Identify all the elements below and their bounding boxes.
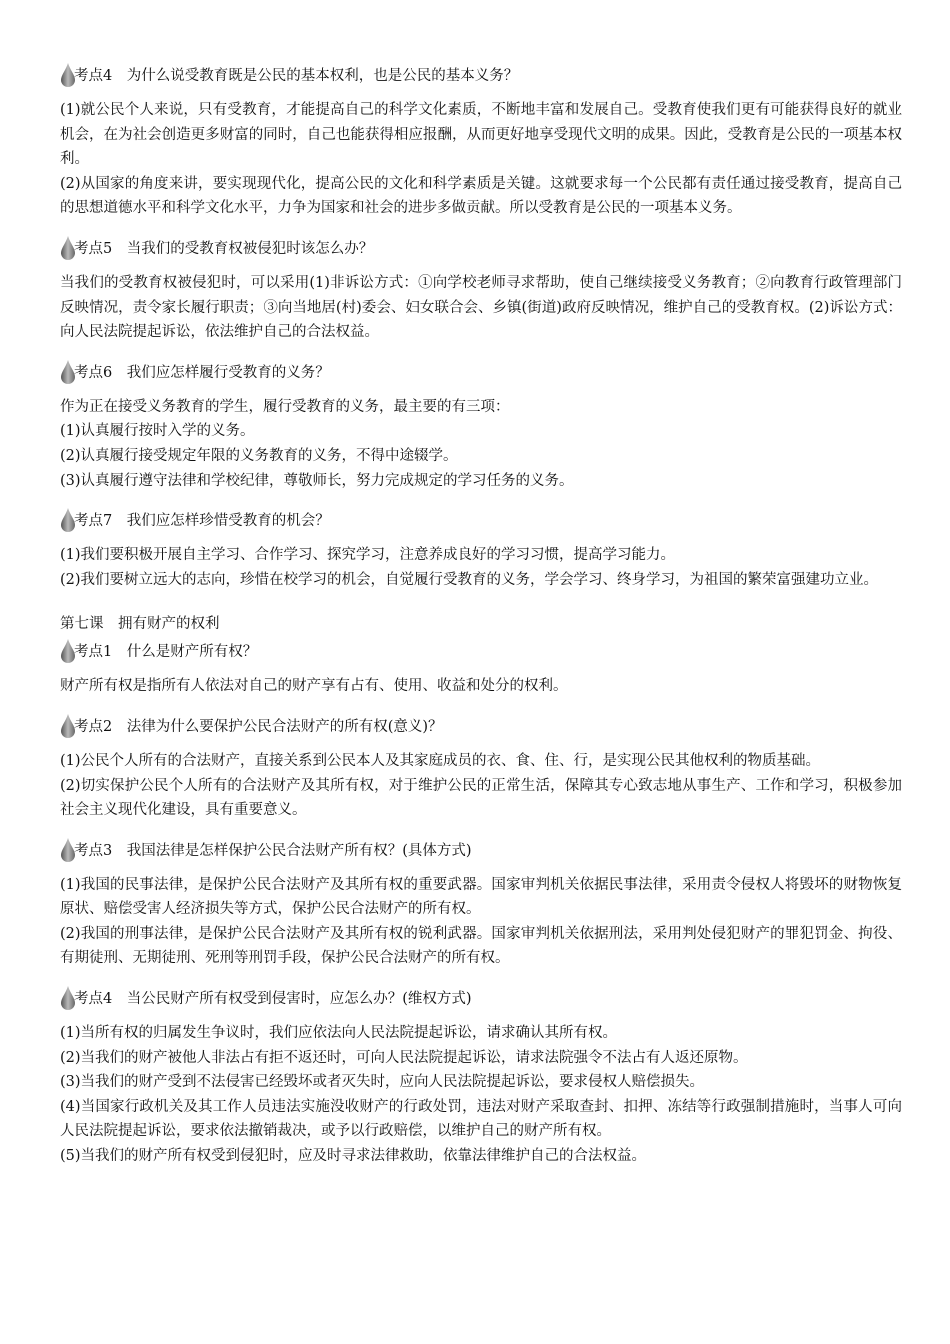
kaodian-heading <box>60 62 902 90</box>
kaodian-heading-text: 考点1 什么是财产所有权？ <box>74 644 258 661</box>
kaodian-heading <box>60 985 902 1013</box>
body-paragraph: (2)我们要树立远大的志向，珍惜在校学习的机会，自觉履行受教育的义务，学会学习、终身学习，为祖国的繁荣富强建功立业。 <box>60 571 879 588</box>
kaodian-item <box>60 359 902 493</box>
kaodian-item <box>60 507 902 592</box>
kaodian-body <box>60 271 902 345</box>
kaodian-heading-text: 考点6 我们应怎样履行受教育的义务？ <box>74 364 330 381</box>
body-paragraph: (1)当所有权的归属发生争议时，我们应依法向人民法院提起诉讼，请求确认其所有权。 <box>60 1025 618 1042</box>
body-paragraph: (1)我国的民事法律，是保护公民合法财产及其所有权的重要武器。国家审判机关依据民事法律，采用责令侵权人将毁坏的财物恢复原状、赔偿受害人经济损失等方式，保护公民合法财产的所有权。 <box>60 876 902 918</box>
kaodian-heading <box>60 713 902 741</box>
body-paragraph: (5)当我们的财产所有权受到侵犯时，应及时寻求法律救助，依靠法律维护自己的合法权益。 <box>60 1148 647 1165</box>
kaodian-heading <box>60 235 902 263</box>
kaodian-heading <box>60 837 902 865</box>
kaodian-item <box>60 62 902 221</box>
body-paragraph: (1)公民个人所有的合法财产，直接关系到公民本人及其家庭成员的衣、食、住、行，是实现公民其他权利的物质基础。 <box>60 752 821 769</box>
body-paragraph: (4)当国家行政机关及其工作人员违法实施没收财产的行政处罚，违法对财产采取查封、扣押、冻结等行政强制措施时，当事人可向人民法院提起诉讼，要求依法撤销裁决，或予以行政赔偿，以维护自己的财产所有权。 <box>60 1098 902 1140</box>
body-paragraph: (2)从国家的角度来讲，要实现现代化，提高公民的文化和科学素质是关键。这就要求每一个公民都有责任通过接受教育，提高自己的思想道德水平和科学文化水平，力争为国家和社会的进步多做贡献。所以受教育是公民的一项基本义务。 <box>60 175 902 217</box>
kaodian-item <box>60 713 902 823</box>
body-paragraph: 财产所有权是指所有人依法对自己的财产享有占有、使用、收益和处分的权利。 <box>60 678 568 695</box>
water-drop-icon <box>60 837 76 863</box>
kaodian-heading <box>60 638 902 666</box>
kaodian-heading-text: 考点2 法律为什么要保护公民合法财产的所有权(意义)？ <box>74 718 443 735</box>
body-paragraph: (2)认真履行接受规定年限的义务教育的义务，不得中途辍学。 <box>60 447 458 464</box>
water-drop-icon <box>60 713 76 739</box>
kaodian-item <box>60 837 902 971</box>
kaodian-item <box>60 638 902 699</box>
body-paragraph: (1)我们要积极开展自主学习、合作学习、探究学习，注意养成良好的学习习惯，提高学习能力。 <box>60 547 676 564</box>
lesson-section-list <box>60 638 902 1168</box>
section-list <box>60 62 902 592</box>
kaodian-body <box>60 873 902 971</box>
body-paragraph: (1)认真履行按时入学的义务。 <box>60 423 255 440</box>
kaodian-heading-text: 考点3 我国法律是怎样保护公民合法财产所有权？(具体方式) <box>74 842 472 859</box>
body-paragraph: (1)就公民个人来说，只有受教育，才能提高自己的科学文化素质，不断地丰富和发展自己。受教育使我们更有可能获得良好的就业机会，在为社会创造更多财富的同时，自己也能获得相应报酬，从而更好地享受现代文明的成果。因此，受教育是公民的一项基本权利。 <box>60 102 902 168</box>
water-drop-icon <box>60 985 76 1011</box>
kaodian-body <box>60 1021 902 1169</box>
kaodian-heading <box>60 507 902 535</box>
kaodian-item <box>60 985 902 1169</box>
water-drop-icon <box>60 62 76 88</box>
document-page <box>60 62 902 1183</box>
water-drop-icon <box>60 507 76 533</box>
lesson-title: 第七课 拥有财产的权利 <box>60 616 220 633</box>
kaodian-heading-text: 考点5 当我们的受教育权被侵犯时该怎么办？ <box>74 240 374 257</box>
water-drop-icon <box>60 235 76 261</box>
kaodian-item <box>60 235 902 345</box>
kaodian-heading-text: 考点4 当公民财产所有权受到侵害时，应怎么办？(维权方式) <box>74 991 472 1008</box>
body-paragraph: (2)我国的刑事法律，是保护公民合法财产及其所有权的锐利武器。国家审判机关依据刑法，采用判处侵犯财产的罪犯罚金、拘役、有期徒刑、无期徒刑、死刑等刑罚手段，保护公民合法财产的所有权。 <box>60 925 902 967</box>
body-paragraph: 作为正在接受义务教育的学生，履行受教育的义务，最主要的有三项： <box>60 398 510 415</box>
kaodian-heading-text: 考点4 为什么说受教育既是公民的基本权利，也是公民的基本义务？ <box>74 68 519 84</box>
body-paragraph: (2)切实保护公民个人所有的合法财产及其所有权，对于维护公民的正常生活，保障其专心致志地从事生产、工作和学习，积极参加社会主义现代化建设，具有重要意义。 <box>60 777 902 819</box>
body-paragraph: (3)认真履行遵守法律和学校纪律，尊敬师长，努力完成规定的学习任务的义务。 <box>60 472 574 489</box>
kaodian-heading <box>60 359 902 387</box>
kaodian-body <box>60 98 902 221</box>
kaodian-body <box>60 749 902 823</box>
body-paragraph: (3)当我们的财产受到不法侵害已经毁坏或者灭失时，应向人民法院提起诉讼，要求侵权人赔偿损失。 <box>60 1074 705 1091</box>
water-drop-icon <box>60 638 76 664</box>
water-drop-icon <box>60 359 76 385</box>
kaodian-body <box>60 395 902 493</box>
kaodian-heading-text: 考点7 我们应怎样珍惜受教育的机会？ <box>74 513 330 530</box>
kaodian-body <box>60 674 902 699</box>
kaodian-body <box>60 543 902 592</box>
body-paragraph: 当我们的受教育权被侵犯时，可以采用(1)非诉讼方式：①向学校老师寻求帮助，使自己继续接受义务教育；②向教育行政管理部门反映情况，责令家长履行职责；③向当地居(村)委会、妇女联合会、乡镇(街道)政府反映情况，维护自己的受教育权。(2)诉讼方式：向人民法院提起诉讼，依法维护自己的合法权益。 <box>60 274 902 341</box>
body-paragraph: (2)当我们的财产被他人非法占有拒不返还时，可向人民法院提起诉讼，请求法院强令不法占有人返还原物。 <box>60 1049 748 1066</box>
